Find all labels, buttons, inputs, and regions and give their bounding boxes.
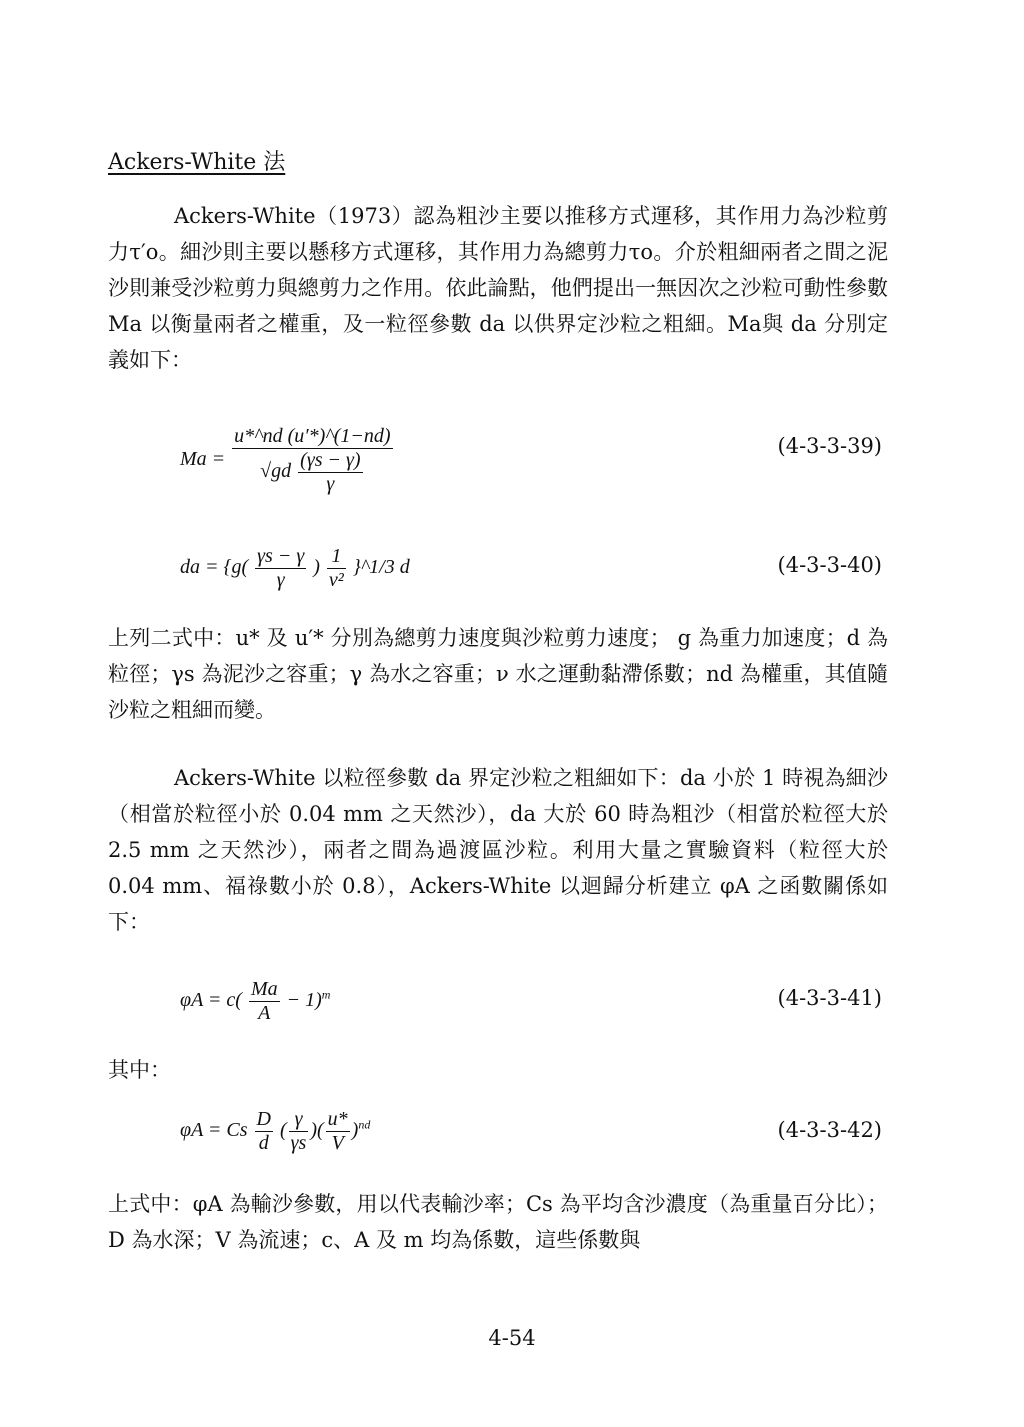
eq39-lhs: Ma = bbox=[180, 448, 226, 471]
paragraph-2: 上列二式中：u* 及 u′* 分別為總剪力速度與沙粒剪力速度； g 為重力加速度；d 為粒徑；γs 為泥沙之容重；γ 為水之容重；ν 水之運動黏滯係數；nd 為權重，其值隨沙粒之粗細而變。 bbox=[108, 626, 888, 722]
eq42-f3-den: V bbox=[326, 1131, 350, 1155]
equation-number-41: (4-3-3-41) bbox=[777, 986, 882, 1010]
eq41-lhs: φA = c( bbox=[180, 989, 242, 1012]
eq40-mid: ) bbox=[313, 556, 320, 579]
eq40-f1-den: γ bbox=[255, 568, 306, 592]
paragraph-3: Ackers-White 以粒徑參數 da 界定沙粒之粗細如下：da 小於 1 時視為細沙（相當於粒徑小於 0.04 mm 之天然沙），da 大於 60 時為粗沙（相當於粒徑大於 2.5 mm 之天然沙），兩者之間為過渡區沙粒。利用大量之實驗資料（粒徑大於 0.04 mm、福祿數小於 0.8），Ackers-White 以迴歸分析建立 φA 之函數關係如下： bbox=[108, 766, 888, 934]
eq40-f2-num: 1 bbox=[331, 545, 342, 567]
eq42-f3-num: u* bbox=[327, 1108, 348, 1130]
paragraph-4: 上式中：φA 為輸沙參數，用以代表輸沙率；Cs 為平均含沙濃度（為重量百分比）；D 為水深；V 為流速；c、A 及 m 均為係數，這些係數與 bbox=[108, 1192, 888, 1252]
eq41-den: A bbox=[249, 1001, 280, 1025]
eq42-f2-num: γ bbox=[294, 1108, 303, 1130]
equation-40 bbox=[180, 545, 410, 592]
eq40-f1-num: γs − γ bbox=[257, 545, 305, 567]
eq42-f2-den: γs bbox=[290, 1132, 307, 1154]
section-heading: Ackers-White 法 bbox=[108, 150, 286, 175]
eq42-exp: nd bbox=[358, 1117, 371, 1132]
equation-number-40: (4-3-3-40) bbox=[777, 553, 882, 577]
eq42-f1-num: D bbox=[256, 1108, 271, 1130]
eq41-rhs: − 1) bbox=[286, 989, 322, 1012]
eq39-den-num: (γs − γ) bbox=[300, 449, 361, 471]
eq42-f1-den: d bbox=[255, 1131, 273, 1155]
paragraph-1: Ackers-White（1973）認為粗沙主要以推移方式運移，其作用力為沙粒剪力τ′o。細沙則主要以懸移方式運移，其作用力為總剪力τo。介於粗細兩者之間之泥沙則兼受沙粒剪力與總剪力之作用。依此論點，他們提出一無因次之沙粒可動性參數 Ma 以衡量兩者之權重，及一粒徑參數 da 以供界定沙粒之粗細。Ma與 da 分別定義如下： bbox=[108, 204, 888, 372]
where-label: 其中： bbox=[108, 1058, 171, 1082]
eq40-rhs: }^1/3 d bbox=[352, 556, 410, 579]
eq39-numerator: u*^nd (u′*)^(1−nd) bbox=[234, 425, 391, 447]
eq40-lhs: da = {g( bbox=[180, 556, 249, 579]
equation-number-42: (4-3-3-42) bbox=[777, 1118, 882, 1142]
eq40-f2-den: ν² bbox=[328, 569, 344, 591]
equation-number-39: (4-3-3-39) bbox=[777, 434, 882, 458]
page-number: 4-54 bbox=[488, 1326, 536, 1350]
equation-41 bbox=[180, 978, 330, 1025]
eq41-exp: m bbox=[321, 987, 331, 1002]
eq41-num: Ma bbox=[250, 978, 278, 1000]
equation-42: φA = Cs $\frac{D}{d}$ ( $\frac{\gamma}{\gamma s}$ )( $\frac{u*}{V}$ )$^{nd}$ bbox=[180, 1108, 371, 1154]
eq39-den-prefix: gd bbox=[271, 460, 292, 483]
eq42-lhs: φA = Cs bbox=[180, 1119, 248, 1142]
equation-39: Ma = u*^nd (u′*)^(1−nd) √gd $\frac{(\gamma s - \gamma)}{\gamma}$ bbox=[180, 425, 391, 495]
eq39-den-den: γ bbox=[298, 472, 362, 496]
